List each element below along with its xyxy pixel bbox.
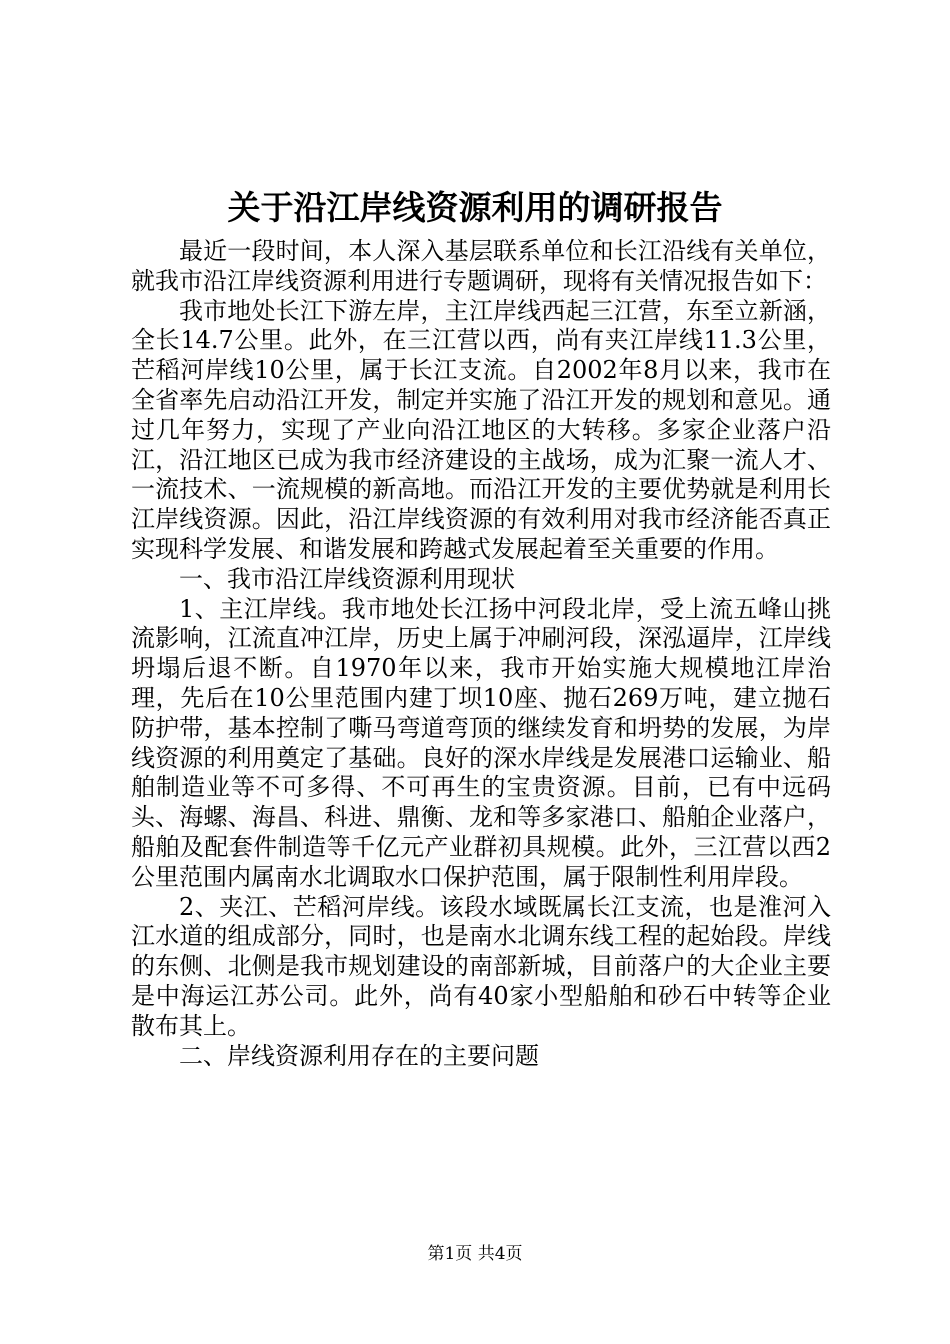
section-heading-2: 二、岸线资源利用存在的主要问题 [179, 1041, 539, 1070]
document-title: 关于沿江岸线资源利用的调研报告 [227, 188, 723, 227]
document-body [131, 237, 831, 1071]
section-heading-1: 一、我市沿江岸线资源利用现状 [179, 564, 515, 593]
intro-paragraph: 最近一段时间，本人深入基层联系单位和长江沿线有关单位，就我市沿江岸线资源利用进行专题调研，现将有关情况报告如下： [131, 237, 831, 295]
main-river-paragraph: 1、主江岸线。我市地处长江扬中河段北岸，受上流五峰山挑流影响，江流直冲江岸，历史上属于冲刷河段，深泓逼岸，江岸线坍塌后退不断。自1970年以来，我市开始实施大规模地江岸治理，先后在10公里范围内建丁坝10座、抛石269万吨，建立抛石防护带，基本控制了嘶马弯道弯顶的继续发育和坍势的发展，为岸线资源的利用奠定了基础。良好的深水岸线是发展港口运输业、船舶制造业等不可多得、不可再生的宝贵资源。目前，已有中远码头、海螺、海昌、科进、鼎衡、龙和等多家港口、船舶企业落户，船舶及配套件制造等千亿元产业群初具规模。此外，三江营以西2公里范围内属南水北调取水口保护范围，属于限制性利用岸段。 [131, 594, 831, 891]
page-number-footer: 第1页 共4页 [427, 1244, 523, 1264]
overview-paragraph: 我市地处长江下游左岸，主江岸线西起三江营，东至立新涵，全长14.7公里。此外，在三江营以西，尚有夹江岸线11.3公里，芒稻河岸线10公里，属于长江支流。自2002年8月以来，我市在全省率先启动沿江开发，制定并实施了沿江开发的规划和意见。通过几年努力，实现了产业向沿江地区的大转移。多家企业落户沿江，沿江地区已成为我市经济建设的主战场，成为汇聚一流人才、一流技术、一流规模的新高地。而沿江开发的主要优势就是利用长江岸线资源。因此，沿江岸线资源的有效利用对我市经济能否真正实现科学发展、和谐发展和跨越式发展起着至关重要的作用。 [131, 296, 831, 563]
branch-river-paragraph: 2、夹江、芒稻河岸线。该段水域既属长江支流，也是淮河入江水道的组成部分，同时，也是南水北调东线工程的起始段。岸线的东侧、北侧是我市规划建设的南部新城，目前落户的大企业主要是中海运江苏公司。此外，尚有40家小型船舶和砂石中转等企业散布其上。 [131, 892, 831, 1040]
